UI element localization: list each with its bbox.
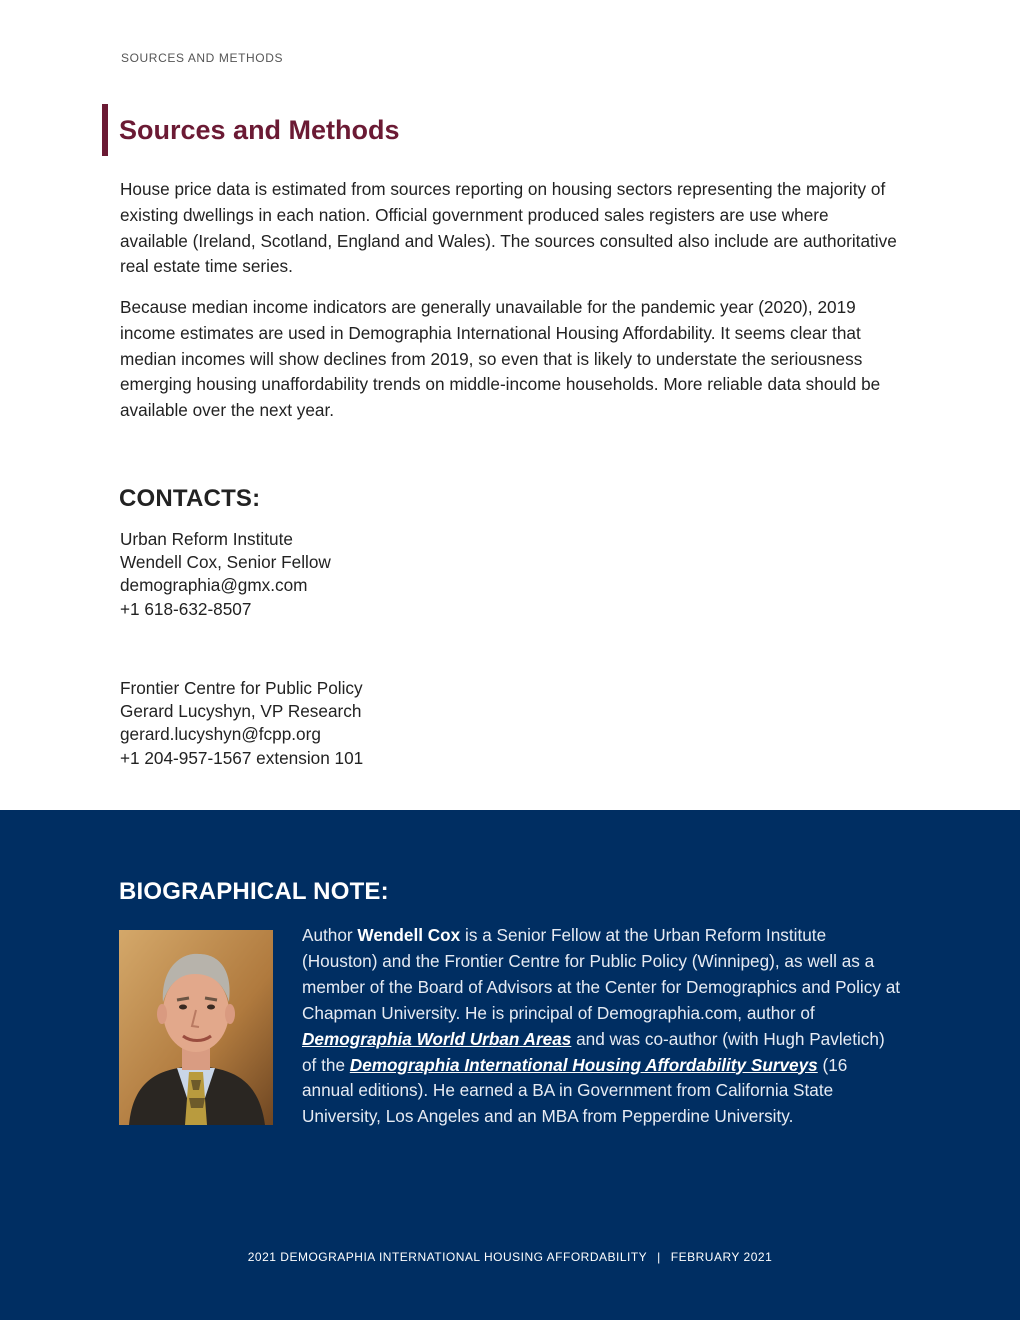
footer-separator: |	[657, 1250, 661, 1264]
biographical-panel	[0, 810, 1020, 1320]
section-title-bar	[102, 104, 400, 156]
contact-phone: +1 618-632-8507	[120, 598, 252, 619]
contact-person: Wendell Cox, Senior Fellow	[120, 552, 331, 573]
author-portrait-illustration	[119, 930, 273, 1125]
contact-email[interactable]: demographia@gmx.com	[120, 575, 308, 596]
bio-text-affiliations: is a Senior Fellow at the Urban Reform Institute (Houston) and the Frontier Centre for Public Policy (Winnipeg), as well as a member of the Board of Advisors at the Center for Demographics and Policy at Chapman University. He is principal of Demographia.com, author of	[302, 925, 901, 1023]
contact-phone: +1 204-957-1567 extension 101	[120, 747, 364, 768]
bio-author-name: Wendell Cox	[357, 925, 461, 945]
link-housing-affordability-surveys[interactable]: Demographia International Housing Affordability Surveys	[349, 1054, 818, 1075]
contact-organization: Frontier Centre for Public Policy	[120, 678, 363, 698]
footer-date: FEBRUARY 2021	[670, 1250, 773, 1264]
bio-text-education: (16 annual editions). He earned a BA in Government from California State University, Los Angeles and an MBA from Pepperdine University.	[302, 1054, 848, 1127]
author-portrait	[119, 930, 273, 1125]
bio-text-intro: Author	[302, 925, 358, 945]
link-world-urban-areas[interactable]: Demographia World Urban Areas	[302, 1028, 572, 1049]
bio-text-coauthor: and was co-author (with Hugh Pavletich) of the	[302, 1028, 885, 1075]
section-title: Sources and Methods	[119, 114, 400, 145]
body-paragraph-income: Because median income indicators are generally unavailable for the pandemic year (2020), 2019 income estimates are used in Demographia International Housing Affordability. It seems clear that median incomes will show declines from 2019, so even that is likely to understate the seriousness emerging housing unaffordability trends on middle-income households. More reliable data should be available over the next year.	[120, 297, 881, 421]
contact-block-uri	[120, 528, 520, 621]
contact-organization: Urban Reform Institute	[120, 529, 293, 549]
contact-block-fcpp	[120, 677, 520, 770]
body-paragraph-sources: House price data is estimated from sources reporting on housing sectors representing the majority of existing dwellings in each nation. Official government produced sales registers are use where available (Ireland, Scotland, England and Wales). The sources consulted also include are authoritative real estate time series.	[120, 179, 897, 277]
contact-email[interactable]: gerard.lucyshyn@fcpp.org	[120, 724, 321, 745]
page-footer	[0, 1250, 1020, 1264]
contact-person: Gerard Lucyshyn, VP Research	[120, 701, 362, 722]
footer-publication: 2021 DEMOGRAPHIA INTERNATIONAL HOUSING AFFORDABILITY	[247, 1250, 648, 1264]
bio-heading: BIOGRAPHICAL NOTE:	[119, 878, 389, 905]
running-header: SOURCES AND METHODS	[121, 51, 284, 65]
contacts-heading: CONTACTS:	[119, 485, 261, 512]
bio-text	[302, 923, 902, 1130]
